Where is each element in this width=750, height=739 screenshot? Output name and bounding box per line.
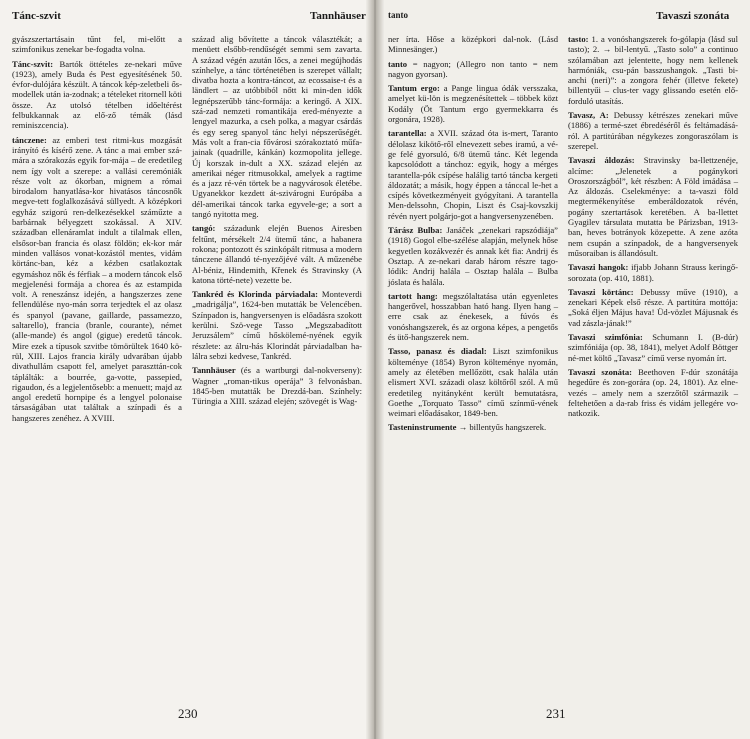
dictionary-entry (388, 422, 558, 432)
left-page (0, 0, 372, 739)
dictionary-entry (388, 128, 558, 221)
entry-text: megszólaltatása után egyenletes hangerővel, hosszabban ható hang. Ilyen hang – erre csak az énekesek, a fúvós és vonóshangszerek, és az orgona képes, a pengetős és ütő-hangszerek nem. (388, 290, 558, 343)
dictionary-entry (12, 135, 182, 423)
right-page (378, 0, 750, 739)
dictionary-entry (388, 34, 558, 55)
entry-headword: Tánc-szvit: (12, 58, 54, 69)
entry-headword: Tavaszi hangok: (568, 262, 629, 273)
right-running-head: Tavaszi szonáta (656, 10, 730, 22)
entry-text: gyászszertartásain tűnt fel, mi-előtt a szimfonikus zenekar be-fogadta volna. (12, 34, 182, 55)
entry-text: Janáček „zenekari rapszódiája” (1918) Gogol elbe-szélése alapján, melynek hőse kegyetlen kozákvezér és annak két fia: Andrij és Osztap. A ze-nekari darab három részre tago-lódik: Andrij halála – Osztap halála – Bulba jóslata és halála. (388, 225, 558, 287)
dictionary-entry (568, 367, 738, 418)
dictionary-entry (568, 155, 738, 258)
entry-text: ner írta. Hőse a középkori dal-nok. (Lásd Minnesänger.) (388, 34, 558, 55)
entry-headword: tangó: (192, 223, 216, 234)
entry-text: ifjabb Johann Strauss keringő-sorozata (op. 410, 1881). (568, 262, 738, 283)
entry-text: (és a wartburgi dal-nokverseny): Wagner „roman-tikus operája” 3 felvonásban. 1845-ben mutatták be Drezdá-ban. Színhely: Türingia a XIII. század elején; szövegét is Wag- (192, 365, 362, 407)
dictionary-entry (568, 34, 738, 106)
entry-headword: Tárász Bulba: (388, 225, 443, 236)
entry-headword: Tavaszi szonáta: (568, 366, 632, 377)
entry-text: a Pange lingua ódák versszaka, amelyet kü-lön is megzenésítettek – többek közt Kodály (Öt Tantum ergo gyermekkarra és orgonára, 1928). (388, 83, 558, 125)
entry-headword: Tasso, panasz és diadal: (388, 346, 487, 357)
entry-text: Schumann I. (B-dúr) szimfóniája (op. 38, 1841), melyet Adolf Böttger né-met költő „Tavasz” című verse nyomán írt. (568, 332, 738, 363)
dictionary-entry (388, 346, 558, 418)
entry-text: 1. a vonóshangszerek fo-gólapja (lásd sul tasto); 2. → bil-lentyű. „Tasto solo” a continuo szólamában azt jelentette, hogy nem kellenek harmóniák, csu-pán basszushangok. „Tasti bi-anchi (neri)”: a zongora fehér (illetve fekete) billentyűi – clus-ter vagy glissando esetén elő-forduló utasítás. (568, 34, 738, 106)
entry-text: Bartók öttételes ze-nekari műve (1923), amely Buda és Pest egyesítésének 50. évfor-dulójára készült. A táncok kép-zeletbeli ős-modellek után ia-zodnak; a tételeket ritornell köti össze. Az utolsó tételben időeltérést felbukkannak az elő-ző témák (lásd reminiszcencia). (12, 58, 182, 131)
dictionary-entry (568, 287, 738, 328)
dictionary-entry (12, 34, 182, 55)
entry-headword: Tankréd és Klorinda párviadala: (192, 289, 318, 300)
entry-headword: Tavaszi körtánc: (568, 286, 634, 297)
entry-text: Debussy kétrészes zenekari műve (1886) a termé-szet ébredéséről és feltámadásá-ról. A partitúrában négykezes zongoraszólam is szerepel. (568, 110, 738, 151)
entry-headword: tánczene: (12, 134, 47, 145)
entry-headword: Tannhäuser (192, 365, 236, 376)
book-gutter (366, 0, 384, 739)
entry-headword: tasto: (568, 34, 589, 44)
dictionary-entry (388, 59, 558, 80)
entry-text: az emberi test ritmi-kus mozgását irányító és kísérő zene. A tánc a mai ember szá-mára a szórakozás egyik for-mája – de eredetileg nem így volt a szerepe: a vallási ceremóniák része volt az ókorban, mignem a római birodalom hanyatlása-kor hivatásos táncosnők megve-tett foglalkozásává süllyedt. A középkori egyház szigorú ren-delkezésekkel száműzte a barbárnak bélyegzett szokással. A XIV. században ellenáramlat indult a tilalmak ellen, elsősor-ban francia és olasz földön; ek-kor már minden vallásos vonat-kozástól mentes, vidám körtánc-ban, kéz a kézben csatlakoztak egymáshoz nők és férfiak – a modern táncok első megjelenési formája a chorea és az estampida volt. A reneszánsz idején, a hangszerzes zene fellendülése nyo-mán sorra terjedtek el az olasz és spanyol (pavane, gaillarde, passamezzo, saltarello), francia (branle, courante), német (alle-mande) és angol (gigue) eredetű táncok. Mire ezek a típusok szvitbe tömörültek 1640 kö-rül, XIII. Lajos francia király udvarában újabb divathullám csapott fel, amelyet paraszttán-cok táplálták: a bourrée, ga-votte, passepied, rigaudon, és a legjelentősebb: a menuett; majd az angol eredetű hornpipe és a lengyel polonaise társaságában utat találtak a színpadi és a hangszeres zenéhez. A XVIII. (12, 134, 182, 423)
dictionary-entry (568, 332, 738, 363)
entry-text: = nagyon; (Allegro non tanto = nem nagyon gyorsan). (388, 58, 558, 79)
entry-text: Liszt szimfonikus költeménye (1854) Byron költeménye nyomán, amely az életében mellőzött, csak halála után elismert XVI. századi olasz költőről szól. A mű eredetileg nyitányként került bemutatásra, Goethe „Torquato Tasso” című színmű-vének weimari előadásakor, 1849-ben. (388, 346, 558, 419)
entry-text: a XVII. század óta is-mert, Taranto délolasz kikötő-ről elnevezett sebes iramú, a vé-ge felé gyorsuló, 6/8 ütemű tánc. Két legenda kapcsolódott a tánchoz: egyik, hogy a mérges tarantella-pók csípése halálig tartó táncba kergeti áldozatát; a másik, hogy éppen a tánccal le-het a csípés következményeit gyógyítani. A tarantella Men-delssohn, Chopin, Liszt és Csaj-kovszkij révén nyert polgárjo-got a hangversenyzenében. (388, 128, 558, 221)
entry-headword: Tantum ergo: (388, 83, 440, 94)
left-column-2 (192, 34, 362, 410)
left-column-1 (12, 34, 182, 427)
dictionary-entry (192, 223, 362, 285)
entry-headword: tanto (388, 58, 408, 69)
entry-text: század alig bővítette a táncok választékát; a menüett elsőbb-rendűségét semmi sem zavarta. A század végén azután lőcs, a zenei megújhodás színhelye, a tánc történetében is szerepet vállalt; divatba hozta a kontra-táncot, az ecossaise-t és a ländlert – az utóbbiból nőtt ki min-den idők legnépszerűbb tánc-formája: a keringő. A XIX. szá-zad nemzeti romantikája ered-ményezte a lengyel mazurka, a cseh polka, a magyar csárdás és egy sereg spanyol tánc helyi népszerűségét. Más volt a fran-cia fővárosi szórakoztató műfa-jainak (quadrille, kánkán) kozmopolita jellege. Új korszak in-dult a XX. század elején az amerikai néger ritmusokkal, amelyek a ragtime és a jazz ré-vén törtek be a nagyvárosok életébe. Ugyanekkor kezdett át-szivárogni Európába a dél-amerikai táncok tarka egyvele-ge; a sort a tangó nyitotta meg. (192, 34, 362, 220)
dictionary-entry (192, 34, 362, 219)
entry-text: Stravinsky ba-llettzenéje, alcíme: „Jelenetek a pogánykori Oroszországból”, két részben: A Föld imádása – Az áldozás. Cselekménye: a ta-vaszi föld megtermékenyítése emberáldozatok révén, pogány szertartások keretében. A ba-llettet Gyagilev társulata mutatta be Párizsban, 1913-ban, heves botrányok közepette. A zene azóta nem csupán a színpadok, de a hangversenyek műsoraiban is állandósult. (568, 155, 739, 258)
entry-headword: Tasteninstrumente (388, 422, 457, 433)
right-running-head-left: tanto (388, 10, 408, 20)
entry-headword: Tavaszi szimfónia: (568, 332, 643, 343)
entry-text: századunk elején Buenos Airesben feltűnt, mérsékelt 2/4 ütemű tánc, a habanera rokona; pontozott és szinkópált ritmusa a modern tánczene állandó té-nyezőjévé vált. A műzenébe Al-béniz, Hindemith, Křenek és Stravinsky (A katona törté-nete) vezette be. (192, 223, 362, 285)
dictionary-entry (192, 289, 362, 361)
dictionary-entry (568, 262, 738, 283)
entry-text: Monteverdi „madrigálja”, 1624-ben mutatták be Velencében. Színpadon is, hangversenyen is előadásra szokott kerülni. Szö-vege Tasso „Megszabadított Jeruzsálem” című hőskölemé-nyének egyik részlete: az álru-hás Klorindát párviadalban ha-lálra sebzi kedvese, Tankréd. (192, 289, 362, 361)
dictionary-entry (568, 110, 738, 151)
entry-headword: Tavasz, A: (568, 110, 609, 121)
left-running-head: Tánc-szvit (12, 10, 61, 22)
right-column-2 (568, 34, 738, 422)
dictionary-entry (192, 365, 362, 406)
entry-headword: Tavaszi áldozás: (568, 155, 635, 166)
dictionary-entry (388, 291, 558, 342)
entry-text: Debussy műve (1910), a zenekari Képek első része. A partitúra mottója: „Soká éljen Május hava! Üd-vözlet Májusnak és vad zászla-jának!” (568, 286, 738, 328)
entry-text: Beethoven F-dúr szonátája hegedűre és zon-gorára (op. 24, 1801). Az elne-vezés – amely nem a szerzőtől származik – feltehetően a da-rab friss és vidám jellegére vo-natkozik. (568, 366, 738, 419)
dictionary-entry (388, 225, 558, 287)
left-running-head-right: Tannhäuser (310, 10, 366, 22)
entry-headword: tarantella: (388, 128, 427, 139)
dictionary-entry (388, 83, 558, 124)
dictionary-entry (12, 59, 182, 131)
page-number-left: 230 (178, 706, 198, 721)
entry-text: → billentyűs hangszerek. (458, 422, 547, 433)
entry-headword: tartott hang: (388, 290, 438, 301)
page-number-right: 231 (546, 706, 566, 721)
right-column-1 (388, 34, 558, 437)
